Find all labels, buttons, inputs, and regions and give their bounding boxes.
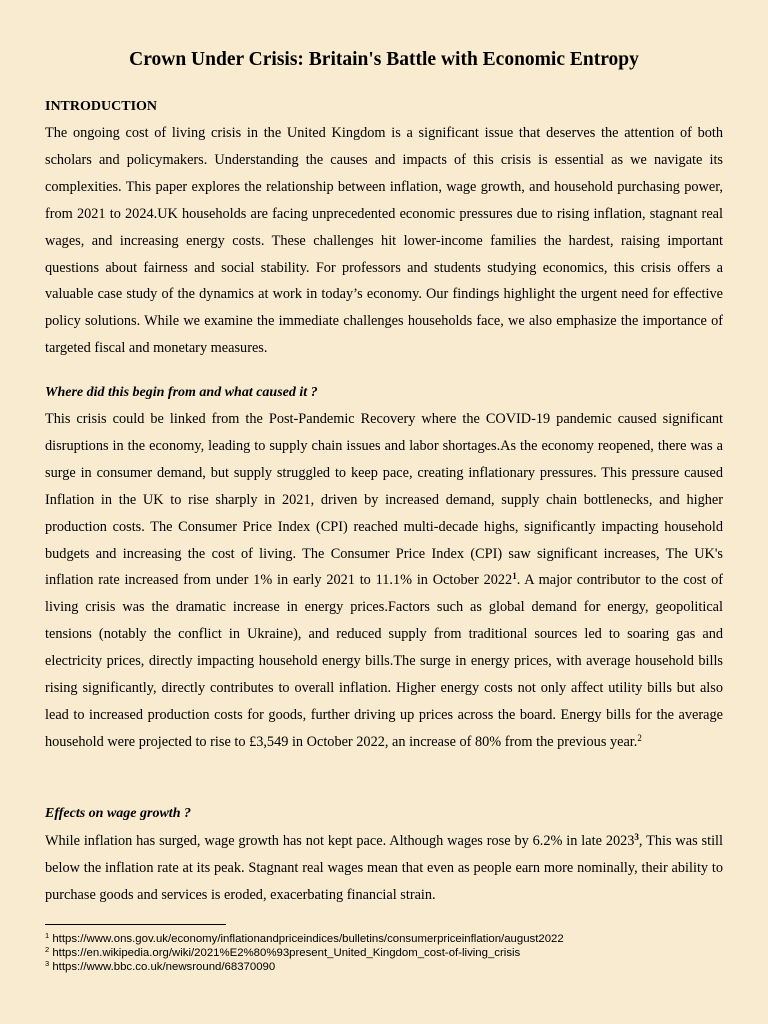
footnote-mark-3: 3 xyxy=(45,959,50,968)
wages-text-part2: , This was still below the inflation rate at its peak. Stagnant real wages mean that even as people earn more nominally, their ability to purchase goods and services is eroded, exacerbating financial strain. xyxy=(45,833,723,903)
introduction-heading: INTRODUCTION xyxy=(45,99,158,114)
causes-text-part1: This crisis could be linked from the Post-Pandemic Recovery where the COVID-19 pandemic caused significant disruptions in the economy, leading to supply chain issues and labor shortages.As the economy reopened, there was a surge in consumer demand, but supply struggled to keep pace, creating inflationary pressures. This pressure caused Inflation in the UK to rise sharply in 2021, driven by increased demand, supply chain bottlenecks, and higher production costs. The Consumer Price Index (CPI) reached multi-decade highs, significantly impacting household budgets and increasing the cost of living. The Consumer Price Index (CPI) saw significant increases, The UK's inflation rate increased from under 1% in early 2021 to 11.1% in October 2022 xyxy=(45,411,723,589)
causes-text-part2: . A major contributor to the cost of living crisis was the dramatic increase in energy prices.Factors such as global demand for energy, geopolitical tensions (notably the conflict in Ukraine), and reduced supply from traditional sources led to soaring gas and electricity prices, directly impacting household energy bills.The surge in energy prices, with average household bills rising significantly, directly contributes to overall inflation. Higher energy costs not only affect utility bills but also lead to increased production costs for goods, further driving up prices across the board. Energy bills for the average household were projected to rise to £3,549 in October 2022, an increase of 80% from the previous year. xyxy=(45,572,723,750)
footnote-link-1[interactable]: https://www.ons.gov.uk/economy/inflationandpriceindices/bulletins/consumerpriceinflation/august2022 xyxy=(49,933,564,945)
footnote-1 xyxy=(45,932,723,946)
causes-paragraph xyxy=(45,406,723,756)
footnotes xyxy=(45,932,723,974)
footnote-ref-3: 3 xyxy=(634,832,639,842)
document-title: Crown Under Crisis: Britain's Battle with Economic Entropy xyxy=(129,49,639,70)
footnote-link-3[interactable]: https://www.bbc.co.uk/newsround/68370090 xyxy=(49,961,276,973)
footnote-separator xyxy=(45,924,226,925)
footnote-ref-2: 2 xyxy=(637,732,642,743)
footnote-2 xyxy=(45,946,723,960)
footnote-3 xyxy=(45,960,723,974)
footnote-ref-1: 1 xyxy=(512,571,517,582)
wages-text-part1: While inflation has surged, wage growth has not kept pace. Although wages rose by 6.2% in late 2023 xyxy=(45,833,635,849)
footnote-mark-2: 2 xyxy=(45,945,50,954)
wages-paragraph xyxy=(45,828,723,909)
causes-heading: Where did this begin from and what caused it ? xyxy=(45,385,318,400)
footnote-link-2[interactable]: https://en.wikipedia.org/wiki/2021%E2%80%93present_United_Kingdom_cost-of-living_crisis xyxy=(49,947,521,959)
wages-heading: Effects on wage growth ? xyxy=(45,806,191,821)
introduction-paragraph: The ongoing cost of living crisis in the United Kingdom is a significant issue that deserves the attention of both scholars and policymakers. Understanding the causes and impacts of this crisis is essential as we navigate its complexities. This paper explores the relationship between inflation, wage growth, and household purchasing power, from 2021 to 2024.UK households are facing unprecedented economic pressures due to rising inflation, stagnant real wages, and increasing energy costs. These challenges hit lower-income families the hardest, raising important questions about fairness and social stability. For professors and students studying economics, this crisis offers a valuable case study of the dynamics at work in today’s economy. Our findings highlight the urgent need for effective policy solutions. While we examine the immediate challenges households face, we also emphasize the importance of targeted fiscal and monetary measures. xyxy=(45,125,723,357)
footnote-mark-1: 1 xyxy=(45,931,50,940)
